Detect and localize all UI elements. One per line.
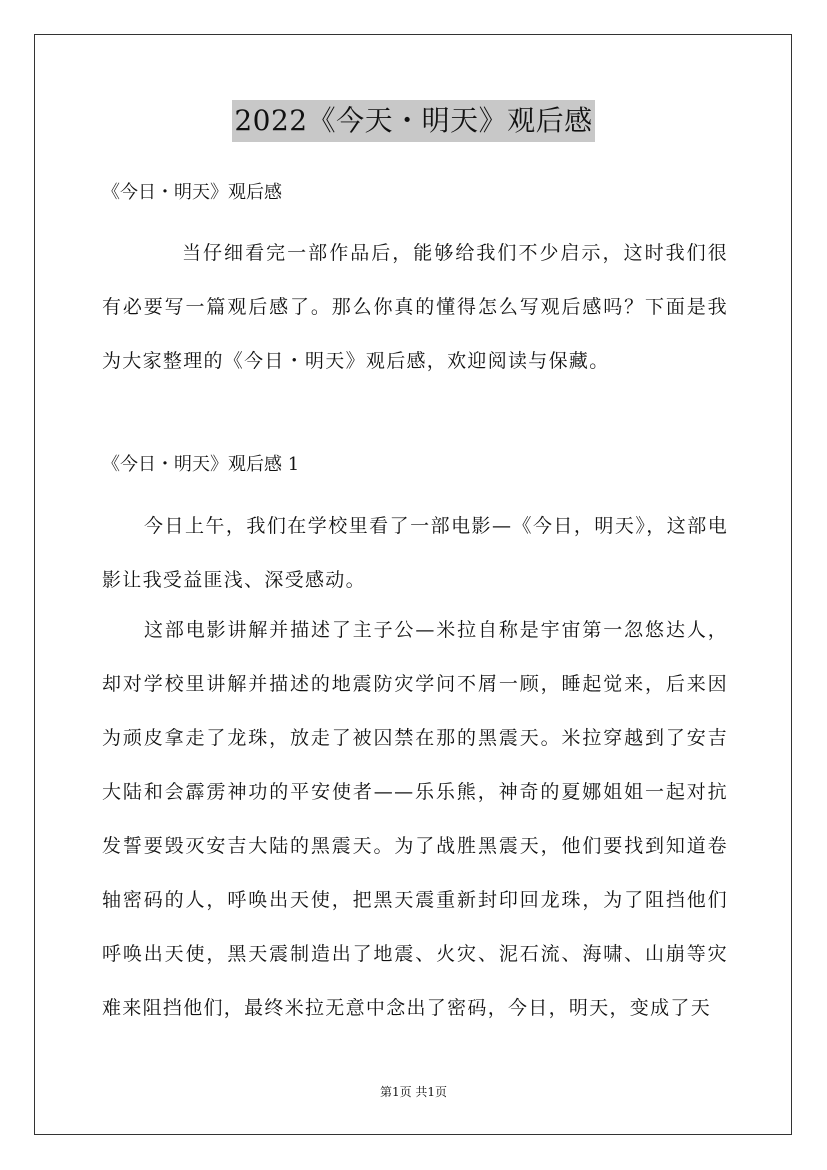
title-wrap bbox=[0, 100, 827, 142]
section-heading: 《今日・明天》观后感 1 bbox=[102, 454, 300, 475]
document-subtitle: 《今日・明天》观后感 bbox=[102, 182, 282, 203]
body-paragraph-1: 今日上午，我们在学校里看了一部电影—《今日，明天》，这部电影让我受益匪浅、深受感动。 bbox=[102, 515, 728, 591]
document-title: 2022《今天・明天》观后感 bbox=[232, 100, 594, 142]
body-paragraph-2: 这部电影讲解并描述了主子公—米拉自称是宇宙第一忽悠达人，却对学校里讲解并描述的地震防灾学问不屑一顾，睡起觉来，后来因为顽皮拿走了龙珠，放走了被囚禁在那的黑震天。米拉穿越到了安吉大陆和会霹雳神功的平安使者——乐乐熊，神奇的夏娜姐姐一起对抗发誓要毁灭安吉大陆的黑震天。为了战胜黑震天，他们要找到知道卷轴密码的人，呼唤出天使，把黑天震重新封印回龙珠，为了阻挡他们呼唤出天使，黑天震制造出了地震、火灾、泥石流、海啸、山崩等灾难来阻挡他们，最终米拉无意中念出了密码，今日，明天，变成了天 bbox=[102, 619, 728, 1019]
intro-paragraph: 当仔细看完一部作品后，能够给我们不少启示，这时我们很有必要写一篇观后感了。那么你真的懂得怎么写观后感吗？下面是我为大家整理的《今日・明天》观后感，欢迎阅读与保藏。 bbox=[102, 242, 728, 372]
page-footer: 第1页 共1页 bbox=[379, 1085, 448, 1099]
